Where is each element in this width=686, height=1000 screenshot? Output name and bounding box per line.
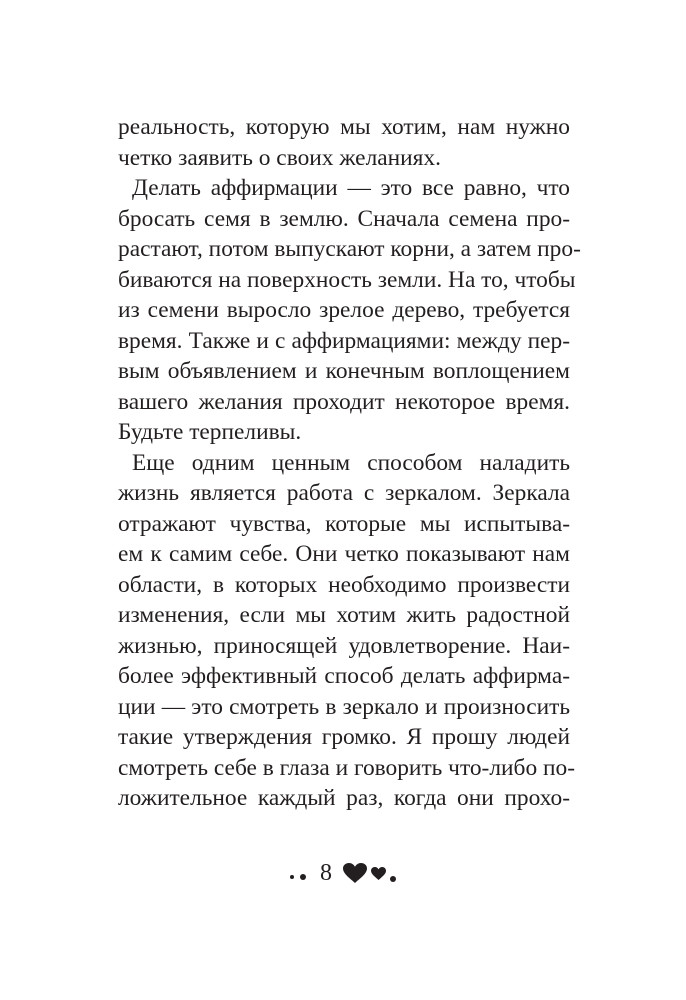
text-line: из семени выросло зрелое дерево, требуется <box>118 297 570 323</box>
text-line: жизнью, приносящей удовлетворение. Наи- <box>118 632 570 659</box>
page-number: 8 <box>320 860 332 886</box>
dot-icon <box>390 876 396 882</box>
text-line: четко заявить о своих желаниях. <box>118 144 441 171</box>
text-line: вашего желания проходит некоторое время. <box>118 388 570 415</box>
body-text <box>118 112 581 814</box>
text-line: ции — это смотреть в зеркало и произносить <box>118 693 570 720</box>
text-line: Еще одним ценным способом наладить <box>132 449 570 476</box>
text-line: вым объявлением и конечным воплощением <box>118 358 570 384</box>
dot-icon <box>300 874 306 880</box>
text-line: жизнь является работа с зеркалом. Зеркала <box>118 480 570 506</box>
text-line: более эффективный способ делать аффирма- <box>118 663 570 689</box>
page-footer <box>0 858 686 888</box>
text-line: растают, потом выпускают корни, а затем про- <box>118 236 581 262</box>
text-line: отражают чувства, которые мы испытыва- <box>118 510 570 537</box>
text-line: биваются на поверхность земли. На то, чтобы <box>118 266 576 293</box>
text-line: смотреть себе в глаза и говорить что-либо по- <box>118 754 575 781</box>
text-line: такие утверждения громко. Я прошу людей <box>118 724 570 750</box>
text-line: ем к самим себе. Они четко показывают нам <box>118 541 570 567</box>
text-line: ложительное каждый раз, когда они прохо- <box>118 785 570 811</box>
text-line: области, в которых необходимо произвести <box>118 571 570 598</box>
text-line: Будьте терпеливы. <box>118 419 302 445</box>
small-heart-icon <box>370 866 387 881</box>
text-line: бросать семя в землю. Сначала семена про- <box>118 205 570 232</box>
text-line: изменения, если мы хотим жить радостной <box>118 602 570 628</box>
text-line: время. Также и с аффирмациями: между пер- <box>118 327 570 354</box>
small-dot-icon <box>290 875 294 879</box>
text-line: реальность, которую мы хотим, нам нужно <box>118 114 570 140</box>
large-heart-icon <box>342 862 368 884</box>
text-line: Делать аффирмации — это все равно, что <box>132 175 570 201</box>
